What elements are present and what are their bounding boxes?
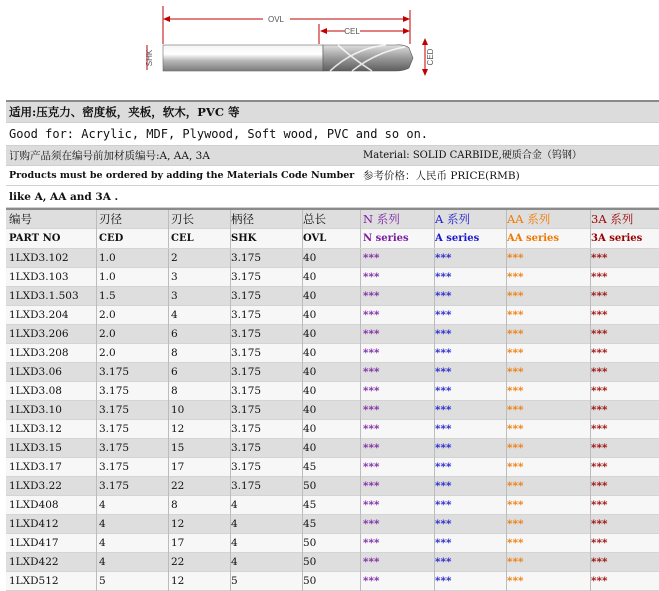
table-row [6, 534, 659, 553]
price-label: 参考价格：人民币 PRICE(RMB) [363, 170, 520, 182]
cell-ced: 2.0 [99, 328, 116, 340]
cell-ced: 1.0 [99, 252, 116, 264]
cell-ovl: 40 [303, 309, 317, 321]
cell-ovl: 45 [303, 499, 317, 511]
price-aa-series: *** [507, 385, 524, 397]
cell-cel: 22 [171, 556, 185, 568]
cell-shk: 3.175 [231, 385, 262, 397]
column-divider [168, 401, 169, 420]
end-mill-diagram [0, 0, 659, 100]
cell-cel: 17 [171, 537, 185, 549]
cell-shk: 3.175 [231, 347, 262, 359]
cell-ced: 4 [99, 518, 106, 530]
cell-cel: 6 [171, 328, 178, 340]
cell-part-no: 1LXD3.12 [9, 423, 62, 435]
column-divider [96, 363, 97, 382]
column-divider [96, 420, 97, 439]
table-row [6, 515, 659, 534]
cell-cel: 2 [171, 252, 178, 264]
cell-ovl: 40 [303, 290, 317, 302]
cell-shk: 3.175 [231, 328, 262, 340]
material-text: Material: SOLID CARBIDE,硬质合金（钨钢） [363, 150, 582, 161]
column-divider [360, 249, 361, 268]
column-divider [96, 249, 97, 268]
cell-shk: 4 [231, 518, 238, 530]
price-a-series: *** [435, 271, 452, 283]
cell-shk: 3.175 [231, 271, 262, 283]
column-divider [360, 496, 361, 515]
cell-part-no: 1LXD3.1.503 [9, 290, 79, 302]
cell-shk: 3.175 [231, 309, 262, 321]
column-divider [168, 515, 169, 534]
end-mill-drawing [0, 0, 659, 100]
subheader-shk: SHK [231, 233, 257, 244]
cell-ced: 2.0 [99, 309, 116, 321]
cell-ovl: 40 [303, 385, 317, 397]
cell-ovl: 40 [303, 271, 317, 283]
cell-ovl: 50 [303, 480, 317, 492]
table-row [6, 249, 659, 268]
price-n-series: *** [363, 442, 380, 454]
table-header-cn [6, 210, 659, 229]
subheader-a-series: A series [435, 233, 480, 244]
price-a-series: *** [435, 347, 452, 359]
price-n-series: *** [363, 347, 380, 359]
cell-part-no: 1LXD3.17 [9, 461, 62, 473]
price-a-series: *** [435, 537, 452, 549]
cell-shk: 5 [231, 575, 238, 587]
column-divider [360, 515, 361, 534]
column-divider [96, 572, 97, 591]
price-n-series: *** [363, 385, 380, 397]
price-a-series: *** [435, 518, 452, 530]
column-divider [168, 287, 169, 306]
cell-ovl: 40 [303, 404, 317, 416]
column-divider [96, 458, 97, 477]
header-aa-series: AA 系列 [507, 212, 551, 226]
info-block [6, 100, 659, 208]
cell-part-no: 1LXD3.10 [9, 404, 62, 416]
cell-cel: 4 [171, 309, 178, 321]
cell-part-no: 1LXD3.22 [9, 480, 62, 492]
order-note-cn: 订购产品须在编号前加材质编号:A, AA, 3A [9, 150, 210, 162]
order-note-en: Products must be ordered by adding the Materials Code Number [9, 170, 355, 181]
price-3a-series: *** [591, 271, 608, 283]
header-3a-series: 3A 系列 [591, 212, 634, 226]
price-3a-series: *** [591, 347, 608, 359]
subheader-cel: CEL [171, 233, 194, 244]
column-divider [168, 249, 169, 268]
cell-shk: 3.175 [231, 252, 262, 264]
table-header-en [6, 229, 659, 249]
price-3a-series: *** [591, 252, 608, 264]
spec-sheet [6, 100, 659, 591]
subheader-aa-series: AA series [507, 233, 560, 244]
price-a-series: *** [435, 252, 452, 264]
column-divider [96, 344, 97, 363]
column-divider [96, 401, 97, 420]
cell-ced: 3.175 [99, 461, 130, 473]
column-divider [168, 306, 169, 325]
column-divider [168, 325, 169, 344]
price-3a-series: *** [591, 385, 608, 397]
header-n-series: N 系列 [363, 212, 400, 226]
cell-part-no: 1LXD412 [9, 518, 59, 530]
cell-ovl: 50 [303, 556, 317, 568]
table-row [6, 572, 659, 591]
column-divider [168, 534, 169, 553]
price-a-series: *** [435, 423, 452, 435]
table-row [6, 458, 659, 477]
column-divider [360, 325, 361, 344]
price-aa-series: *** [507, 347, 524, 359]
cell-ced: 3.175 [99, 404, 130, 416]
product-table [6, 208, 659, 591]
table-body [6, 249, 659, 591]
cell-ovl: 40 [303, 366, 317, 378]
cell-part-no: 1LXD422 [9, 556, 59, 568]
cell-ced: 3.175 [99, 480, 130, 492]
price-aa-series: *** [507, 461, 524, 473]
column-divider [168, 572, 169, 591]
table-row [6, 363, 659, 382]
price-n-series: *** [363, 404, 380, 416]
column-divider [96, 477, 97, 496]
cell-cel: 12 [171, 518, 185, 530]
cell-ced: 4 [99, 499, 106, 511]
price-n-series: *** [363, 556, 380, 568]
cell-part-no: 1LXD3.204 [9, 309, 69, 321]
table-row [6, 382, 659, 401]
column-divider [360, 306, 361, 325]
price-3a-series: *** [591, 518, 608, 530]
cell-part-no: 1LXD3.208 [9, 347, 69, 359]
application-line [6, 102, 659, 123]
cell-ced: 1.0 [99, 271, 116, 283]
price-3a-series: *** [591, 366, 608, 378]
cell-ced: 3.175 [99, 366, 130, 378]
cell-ced: 4 [99, 537, 106, 549]
tool-shank [163, 45, 323, 71]
column-divider [168, 382, 169, 401]
cell-ced: 4 [99, 556, 106, 568]
price-a-series: *** [435, 404, 452, 416]
table-row [6, 553, 659, 572]
price-a-series: *** [435, 480, 452, 492]
price-a-series: *** [435, 556, 452, 568]
cell-ced: 2.0 [99, 347, 116, 359]
header-ovl: 总长 [303, 212, 326, 226]
cell-cel: 22 [171, 480, 185, 492]
price-n-series: *** [363, 290, 380, 302]
price-aa-series: *** [507, 309, 524, 321]
price-3a-series: *** [591, 480, 608, 492]
cell-ovl: 45 [303, 461, 317, 473]
table-row [6, 420, 659, 439]
order-price-line [6, 166, 659, 186]
cell-part-no: 1LXD417 [9, 537, 59, 549]
price-aa-series: *** [507, 423, 524, 435]
header-part-no: 编号 [9, 212, 32, 226]
column-divider [360, 382, 361, 401]
cell-cel: 17 [171, 461, 185, 473]
price-n-series: *** [363, 537, 380, 549]
price-aa-series: *** [507, 252, 524, 264]
column-divider [360, 363, 361, 382]
price-3a-series: *** [591, 328, 608, 340]
column-divider [168, 268, 169, 287]
cell-shk: 3.175 [231, 480, 262, 492]
cell-cel: 15 [171, 442, 185, 454]
cell-cel: 10 [171, 404, 185, 416]
cell-cel: 3 [171, 271, 178, 283]
subheader-ced: CED [99, 233, 124, 244]
price-3a-series: *** [591, 442, 608, 454]
price-n-series: *** [363, 423, 380, 435]
column-divider [96, 287, 97, 306]
price-a-series: *** [435, 461, 452, 473]
column-divider [360, 477, 361, 496]
cell-part-no: 1LXD408 [9, 499, 59, 511]
table-row [6, 325, 659, 344]
column-divider [96, 268, 97, 287]
order-material-line [6, 146, 659, 166]
cell-shk: 4 [231, 499, 238, 511]
price-3a-series: *** [591, 575, 608, 587]
price-3a-series: *** [591, 290, 608, 302]
column-divider [96, 382, 97, 401]
price-n-series: *** [363, 480, 380, 492]
price-aa-series: *** [507, 556, 524, 568]
column-divider [168, 477, 169, 496]
price-n-series: *** [363, 328, 380, 340]
column-divider [96, 210, 97, 229]
price-n-series: *** [363, 518, 380, 530]
price-n-series: *** [363, 271, 380, 283]
price-n-series: *** [363, 366, 380, 378]
column-divider [96, 229, 97, 248]
application-text: 适用:压克力、密度板，夹板，软木，PVC 等 [9, 105, 240, 119]
column-divider [360, 420, 361, 439]
column-divider [168, 553, 169, 572]
header-shk: 柄径 [231, 212, 254, 226]
price-3a-series: *** [591, 404, 608, 416]
ced-label: CED [426, 48, 435, 66]
price-aa-series: *** [507, 328, 524, 340]
column-divider [96, 306, 97, 325]
materials-example-line [6, 186, 659, 208]
price-aa-series: *** [507, 575, 524, 587]
column-divider [96, 496, 97, 515]
shk-label: SHK [145, 49, 154, 67]
cell-cel: 8 [171, 385, 178, 397]
cell-part-no: 1LXD512 [9, 575, 59, 587]
cell-ovl: 40 [303, 252, 317, 264]
table-row [6, 344, 659, 363]
column-divider [360, 229, 361, 248]
column-divider [168, 363, 169, 382]
price-a-series: *** [435, 385, 452, 397]
cell-ovl: 40 [303, 423, 317, 435]
cell-cel: 8 [171, 347, 178, 359]
cell-ced: 3.175 [99, 442, 130, 454]
header-ced: 刃径 [99, 212, 122, 226]
column-divider [360, 439, 361, 458]
price-aa-series: *** [507, 271, 524, 283]
cell-part-no: 1LXD3.206 [9, 328, 69, 340]
price-aa-series: *** [507, 404, 524, 416]
column-divider [360, 572, 361, 591]
price-a-series: *** [435, 290, 452, 302]
cell-ovl: 50 [303, 575, 317, 587]
column-divider [168, 344, 169, 363]
cell-part-no: 1LXD3.103 [9, 271, 69, 283]
price-3a-series: *** [591, 461, 608, 473]
column-divider [96, 439, 97, 458]
price-aa-series: *** [507, 518, 524, 530]
column-divider [360, 268, 361, 287]
column-divider [360, 344, 361, 363]
cell-cel: 8 [171, 499, 178, 511]
subheader-ovl: OVL [303, 233, 327, 244]
price-3a-series: *** [591, 556, 608, 568]
cell-part-no: 1LXD3.15 [9, 442, 62, 454]
cell-ovl: 40 [303, 442, 317, 454]
column-divider [168, 496, 169, 515]
good-for-text: Good for: Acrylic, MDF, Plywood, Soft wood, PVC and so on. [9, 127, 429, 141]
price-a-series: *** [435, 309, 452, 321]
cel-label: CEL [344, 27, 360, 36]
column-divider [96, 515, 97, 534]
cell-cel: 12 [171, 575, 185, 587]
table-row [6, 287, 659, 306]
price-3a-series: *** [591, 499, 608, 511]
cell-ced: 3.175 [99, 385, 130, 397]
good-for-line [6, 123, 659, 146]
column-divider [168, 458, 169, 477]
column-divider [168, 420, 169, 439]
cell-shk: 4 [231, 556, 238, 568]
column-divider [360, 458, 361, 477]
price-n-series: *** [363, 575, 380, 587]
cell-shk: 3.175 [231, 442, 262, 454]
cell-part-no: 1LXD3.102 [9, 252, 69, 264]
cell-shk: 3.175 [231, 366, 262, 378]
column-divider [360, 210, 361, 229]
column-divider [360, 287, 361, 306]
table-row [6, 477, 659, 496]
column-divider [168, 439, 169, 458]
price-a-series: *** [435, 328, 452, 340]
column-divider [360, 534, 361, 553]
cell-cel: 6 [171, 366, 178, 378]
materials-example-text: like A, AA and 3A . [9, 191, 119, 203]
price-a-series: *** [435, 442, 452, 454]
cell-cel: 12 [171, 423, 185, 435]
price-a-series: *** [435, 366, 452, 378]
column-divider [168, 210, 169, 229]
column-divider [360, 401, 361, 420]
subheader-n-series: N series [363, 233, 409, 244]
price-3a-series: *** [591, 423, 608, 435]
price-a-series: *** [435, 499, 452, 511]
price-aa-series: *** [507, 290, 524, 302]
price-aa-series: *** [507, 366, 524, 378]
table-row [6, 439, 659, 458]
price-aa-series: *** [507, 537, 524, 549]
cell-shk: 3.175 [231, 461, 262, 473]
cell-shk: 4 [231, 537, 238, 549]
cell-shk: 3.175 [231, 404, 262, 416]
header-cel: 刃长 [171, 212, 194, 226]
cell-part-no: 1LXD3.08 [9, 385, 62, 397]
cell-cel: 3 [171, 290, 178, 302]
table-row [6, 268, 659, 287]
price-3a-series: *** [591, 537, 608, 549]
price-n-series: *** [363, 309, 380, 321]
price-aa-series: *** [507, 442, 524, 454]
cell-ced: 5 [99, 575, 106, 587]
price-n-series: *** [363, 252, 380, 264]
table-row [6, 306, 659, 325]
price-n-series: *** [363, 461, 380, 473]
cell-shk: 3.175 [231, 290, 262, 302]
cell-ovl: 40 [303, 328, 317, 340]
price-a-series: *** [435, 575, 452, 587]
price-n-series: *** [363, 499, 380, 511]
subheader-part-no: PART NO [9, 233, 61, 244]
cell-ced: 3.175 [99, 423, 130, 435]
cell-ovl: 50 [303, 537, 317, 549]
column-divider [96, 553, 97, 572]
cell-ovl: 40 [303, 347, 317, 359]
price-aa-series: *** [507, 480, 524, 492]
column-divider [96, 534, 97, 553]
cell-part-no: 1LXD3.06 [9, 366, 62, 378]
price-3a-series: *** [591, 309, 608, 321]
column-divider [360, 553, 361, 572]
cell-shk: 3.175 [231, 423, 262, 435]
cell-ced: 1.5 [99, 290, 116, 302]
header-a-series: A 系列 [435, 212, 470, 226]
subheader-3a-series: 3A series [591, 233, 643, 244]
ovl-label: OVL [267, 15, 285, 24]
column-divider [96, 325, 97, 344]
table-row [6, 496, 659, 515]
column-divider [168, 229, 169, 248]
price-aa-series: *** [507, 499, 524, 511]
cell-ovl: 45 [303, 518, 317, 530]
table-row [6, 401, 659, 420]
